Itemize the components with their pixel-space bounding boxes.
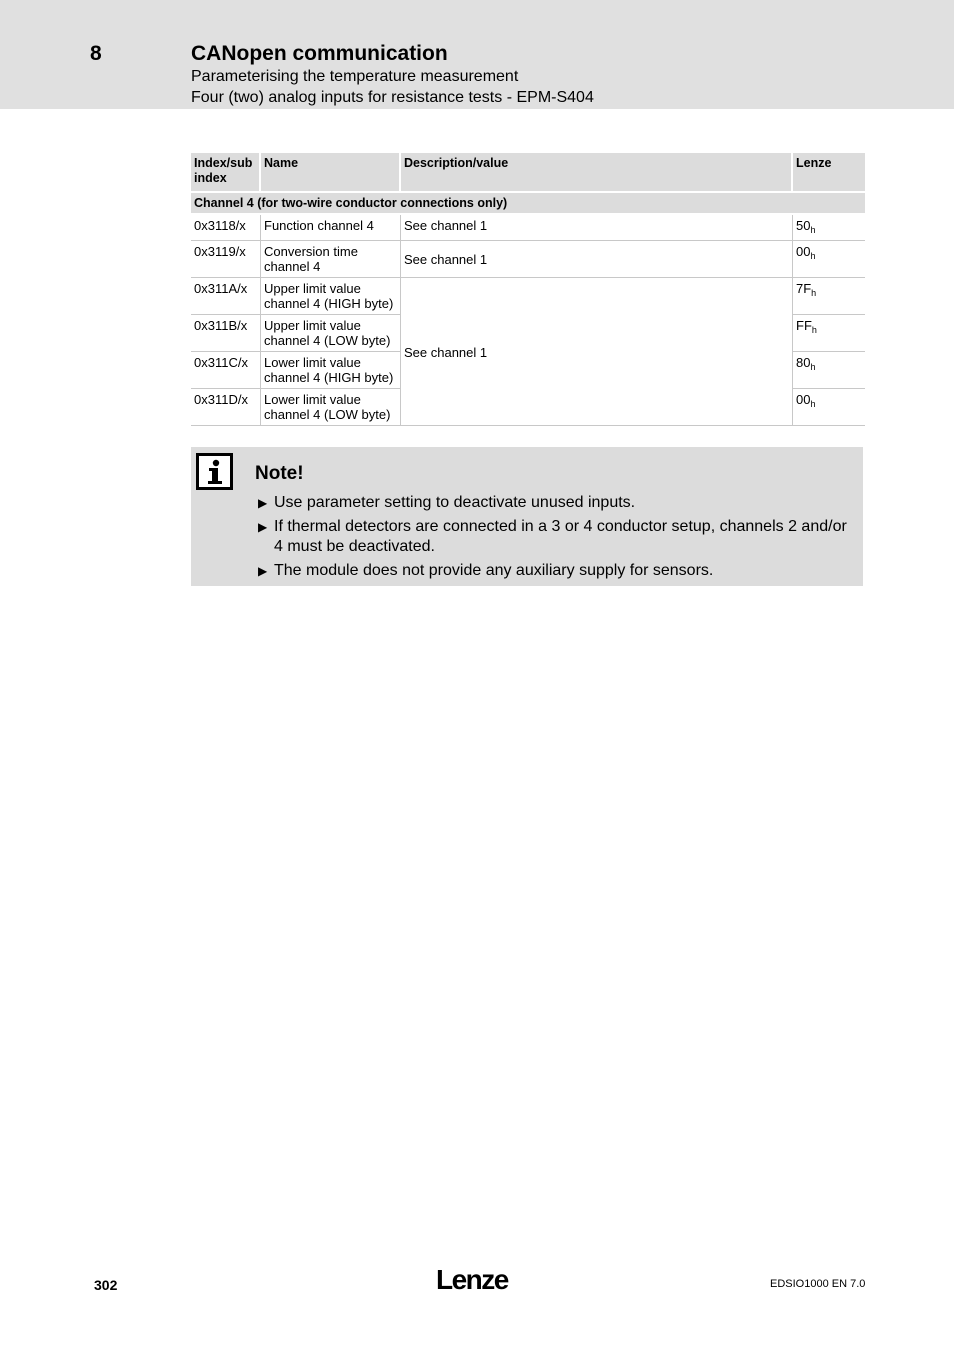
cell-name: Conversion time channel 4 [261, 241, 401, 278]
cell-name: Upper limit value channel 4 (LOW byte) [261, 315, 401, 352]
cell-name: Upper limit value channel 4 (HIGH byte) [261, 278, 401, 315]
chapter-number: 8 [90, 42, 102, 65]
list-item: ▶ If thermal detectors are connected in a 3 or 4 conductor setup, channels 2 and/or 4 must be deactivated. [258, 518, 847, 555]
cell-index: 0x3118/x [191, 215, 261, 241]
column-header-lenze: Lenze [793, 153, 865, 193]
cell-name: Lower limit value channel 4 (HIGH byte) [261, 352, 401, 389]
list-item: ▶ Use parameter setting to deactivate unused inputs. [258, 494, 636, 511]
column-header-description: Description/value [401, 153, 793, 193]
cell-index: 0x311A/x [191, 278, 261, 315]
lenze-logo [436, 1263, 516, 1300]
table-group-row [191, 193, 865, 215]
arrow-right-icon: ▶ [258, 496, 268, 510]
page-header [0, 0, 954, 109]
cell-lenze: $7F_h$ [793, 278, 865, 315]
parameter-table [191, 153, 865, 426]
cell-lenze: $00_h$ [793, 389, 865, 426]
column-header-name: Name [261, 153, 401, 193]
table-row [191, 241, 865, 278]
note-title: Note! [255, 463, 304, 484]
arrow-right-icon: ▶ [258, 564, 268, 578]
cell-index: 0x311C/x [191, 352, 261, 389]
info-icon [196, 453, 233, 490]
cell-index: 0x311D/x [191, 389, 261, 426]
section-subtitle-2: Four (two) analog inputs for resistance tests - EPM-S404 [191, 89, 594, 106]
cell-name: Function channel 4 [261, 215, 401, 241]
cell-description: See channel 1 [401, 215, 793, 241]
note-list [258, 493, 848, 585]
table-row [191, 215, 865, 241]
note-box [191, 447, 863, 586]
column-header-index: Index/sub index [191, 153, 261, 193]
cell-index: 0x311B/x [191, 315, 261, 352]
chapter-title: CANopen communication [191, 42, 448, 65]
cell-index: 0x3119/x [191, 241, 261, 278]
table-header-row [191, 153, 865, 193]
arrow-right-icon: ▶ [258, 520, 268, 534]
cell-lenze: $80_h$ [793, 352, 865, 389]
cell-lenze: $FF_h$ [793, 315, 865, 352]
cell-name: Lower limit value channel 4 (LOW byte) [261, 389, 401, 426]
cell-description-merged: See channel 1 [401, 278, 793, 426]
list-item: ▶ The module does not provide any auxiliary supply for sensors. [258, 562, 714, 579]
table-row [191, 278, 865, 315]
document-id: EDSIO1000 EN 7.0 [770, 1278, 866, 1290]
section-subtitle: Parameterising the temperature measurement [191, 68, 519, 85]
group-label: Channel 4 (for two-wire conductor connections only) [191, 193, 865, 215]
page-number: 302 [94, 1277, 118, 1293]
cell-description: See channel 1 [401, 241, 793, 278]
cell-lenze: $00_h$ [793, 241, 865, 278]
cell-lenze: $50_h$ [793, 215, 865, 241]
svg-text:Lenze: Lenze [436, 1264, 508, 1295]
